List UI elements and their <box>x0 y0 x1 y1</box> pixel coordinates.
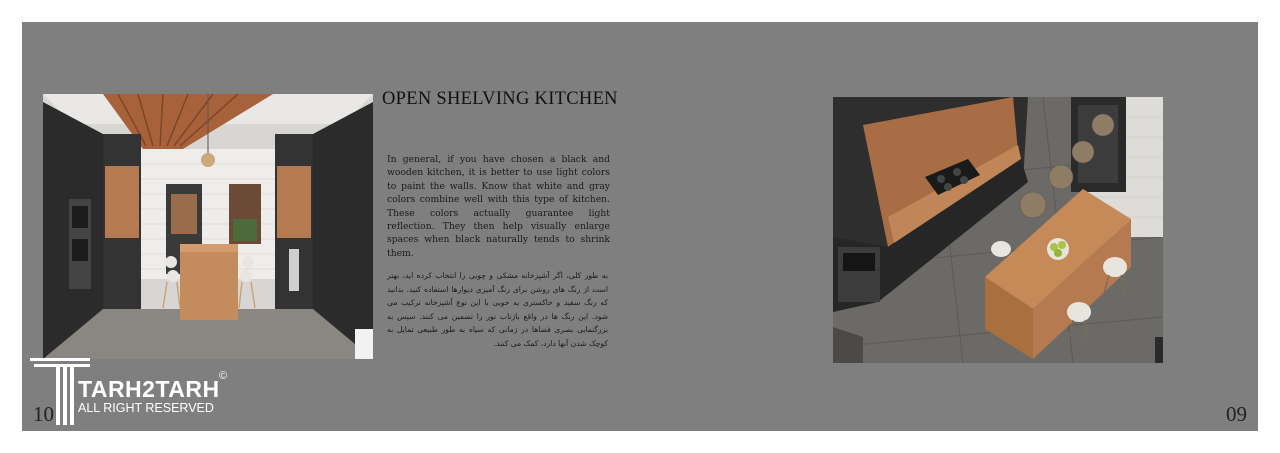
kitchen-top-view-photo <box>833 97 1163 363</box>
description-persian: به طور کلی، اگر آشپزخانه مشکی و چوبی را انتخاب کرده اید، بهتر است از رنگ های روشن برای رنگ آمیزی دیوارها استفاده کنید. بدانید که رنگ سفید و خاکستری به خوبی با این نوع آشپزخانه ترکیب می شود. این رنگ ها در واقع بازتاب نور را تضمین می کنند. سپس به بزرگنمایی بصری فضاها در زمانی که سیاه به طور طبیعی تمایل به کوچک شدن آنها دارد، کمک می کنند. <box>387 271 608 348</box>
logo-tagline: ALL RIGHT RESERVED <box>78 401 214 415</box>
copyright-icon: © <box>219 370 228 382</box>
kitchen-perspective-photo <box>43 94 373 359</box>
logo-brand-text: TARH2TARH <box>78 376 220 402</box>
brand-logo <box>30 356 240 426</box>
page-title: OPEN SHELVING KITCHEN <box>382 89 618 109</box>
page-number-left: 10 <box>33 402 54 426</box>
description-english: In general, if you have chosen a black and wooden kitchen, it is better to use light colors to paint the walls. Know that white and gray colors combine well with this type of kitchen. These colors actually guarantee light reflection. They then help visually enlarge spaces when black naturally tends to shrink them. <box>387 154 610 259</box>
page-number-right: 09 <box>1226 402 1247 426</box>
